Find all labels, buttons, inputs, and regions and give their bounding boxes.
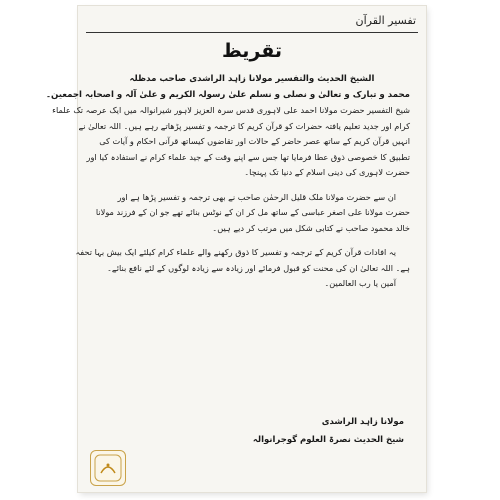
header-rule: [86, 32, 418, 33]
text-line: یہ افادات قرآن کریم کے ترجمہ و تفسیر کا ذوق رکھنے والے علماء کرام کیلئے ایک بیش بہا تحفہ: [75, 247, 396, 257]
text-line: تطبیق کا خصوصی ذوق عطا فرمایا تھا جس سے اپنے وقت کے جید علماء کرام نے استفادہ کیا اور: [86, 151, 410, 162]
signature-title: شیخ الحدیث نصرۃ العلوم گوجرانوالہ: [252, 435, 404, 445]
text-line: حضرت مولانا علی اصغر عباسی کے ساتھ مل کر ان کے نوٹس بنائے تھے جو ان کے فرزند مولانا: [95, 207, 410, 217]
text-line: حضرت لاہوری کی دینی اسلام کے دنیا تک پہنچا۔: [244, 167, 410, 177]
signature-name: مولانا زاہد الراشدی: [321, 417, 404, 427]
text-line: شیخ التفسیر حضرت مولانا احمد علی لاہوری قدس سرہ العزیز لاہور شیرانوالہ میں ایک عرصہ تک علماء: [52, 105, 410, 115]
text-line: ہے۔ اللہ تعالیٰ ان کی محنت کو قبول فرمائے اور زیادہ سے زیادہ لوگوں کے لئے نافع بنائے۔: [107, 262, 410, 273]
text-line: ان سے حضرت مولانا ملک قلیل الرحمٰن صاحب نے بھی ترجمہ و تفسیر پڑھا ہے اور: [117, 191, 396, 202]
text-line: انہیں قرآن کریم کے ساتھ عصر حاضر کے حالات اور تقاضوں کیساتھ قرآنی احکام و آیات کی: [99, 136, 410, 146]
page-title: تقریظ: [221, 40, 283, 62]
author-line: الشیخ الحدیث والتفسیر مولانا زاہد الراشدی صاحب مدظلہ: [129, 74, 375, 84]
text-line: کرام اور جدید تعلیم یافتہ حضرات کو قرآن کریم کا ترجمہ و تفسیر پڑھاتے رہے ہیں۔ اللہ تعالیٰ نے: [78, 120, 410, 131]
book-page: [45, 6, 426, 492]
body-text: [45, 72, 410, 292]
publisher-logo: [90, 450, 126, 486]
logo-icon: [93, 453, 123, 483]
running-head: تفسیر القرآن: [355, 14, 416, 27]
text-line: خالد محمود صاحب نے کتابی شکل میں مرتب کر دیے ہیں۔: [212, 222, 410, 233]
invocation-line: محمد و تبارک و تعالیٰ و نصلی و نسلم علیٰ رسولہ الکریم و علیٰ آلہ و اصحابہ اجمعین۔: [45, 89, 410, 100]
closing-line: آمین یا رب العالمین۔: [324, 278, 396, 288]
